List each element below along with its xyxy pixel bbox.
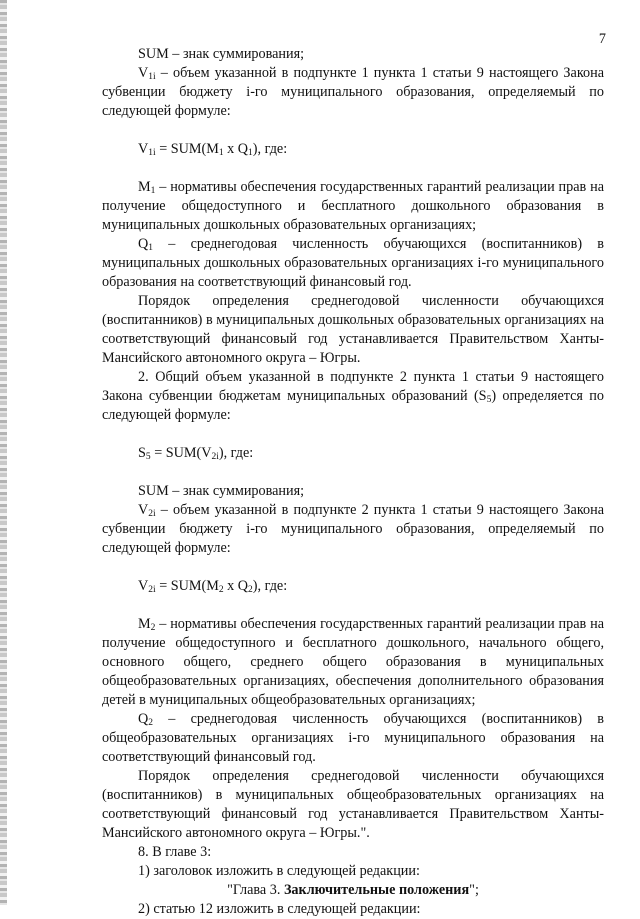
paragraph: $Q_1$ – среднегодовая численность обучающихся (воспитанников) в муниципальных дошкольных образовательных организациях i-го муниципального образования на соответствующий финансовый год. (102, 236, 604, 290)
scan-edge (0, 0, 7, 905)
paragraph: SUM – знак суммирования; (138, 46, 305, 62)
blank-line (102, 159, 604, 178)
formula-line: $V_{2i} = SUM(M_2$ x $Q_2$), где: (138, 578, 288, 595)
paragraph: $V_{1i}$ – объем указанной в подпункте 1 пункта 1 статьи 9 настоящего Закона субвенции бюджету i-го муниципального образования, определяемый по следующей формуле: (102, 65, 604, 119)
paragraph: 2) статью 12 изложить в следующей редакции: (138, 901, 421, 917)
formula-line: $S_5 = SUM(V_{2i})$, где: (138, 445, 254, 462)
page-number: 7 (598, 31, 606, 47)
paragraph: SUM – знак суммирования; (138, 483, 305, 499)
blank-line (102, 463, 604, 482)
paragraph: Порядок определения среднегодовой численности обучающихся (воспитанников) в муниципальных дошкольных образовательных организациях на соответствующий финансовый год устанавливается Правительством Ханты-Мансийского автономного округа – Югры. (102, 293, 604, 366)
paragraph: $M_2$ – нормативы обеспечения государственных гарантий реализации прав на получение общедоступного и бесплатного дошкольного, начального общего, основного общего, среднего общего образования в муниципальных общеобразовательных организациях, обеспечения дополнительного образования детей в муниципальных общеобразовательных организациях; (102, 616, 604, 708)
document-body (102, 45, 604, 919)
formula-line: $V_{1i} = SUM(M_1$ x $Q_1$), где: (138, 141, 288, 158)
blank-line (102, 121, 604, 140)
blank-line (102, 558, 604, 577)
paragraph: 8. В главе 3: (138, 844, 212, 860)
blank-line (102, 425, 604, 444)
paragraph: "Глава 3. Заключительные положения"; (227, 882, 479, 898)
paragraph: $V_{2i}$ – объем указанной в подпункте 2 пункта 1 статьи 9 настоящего Закона субвенции бюджету i-го муниципального образования, определяемый по следующей формуле: (102, 502, 604, 556)
paragraph: 1) заголовок изложить в следующей редакции: (138, 863, 420, 879)
paragraph: $Q_2$ – среднегодовая численность обучающихся (воспитанников) в общеобразовательных организациях i-го муниципального образования на соответствующий финансовый год. (102, 711, 604, 765)
paragraph: Порядок определения среднегодовой численности обучающихся (воспитанников) в муниципальных общеобразовательных организациях на соответствующий финансовый год устанавливается Правительством Ханты-Мансийского автономного округа – Югры.". (102, 768, 604, 841)
blank-line (102, 596, 604, 615)
paragraph: $M_1$ – нормативы обеспечения государственных гарантий реализации прав на получение общедоступного и бесплатного дошкольного образования в муниципальных дошкольных образовательных организациях; (102, 179, 604, 233)
paragraph: 2. Общий объем указанной в подпункте 2 пункта 1 статьи 9 настоящего Закона субвенции бюджетам муниципальных образований $(S_5)$ определяется по следующей формуле: (102, 369, 604, 423)
